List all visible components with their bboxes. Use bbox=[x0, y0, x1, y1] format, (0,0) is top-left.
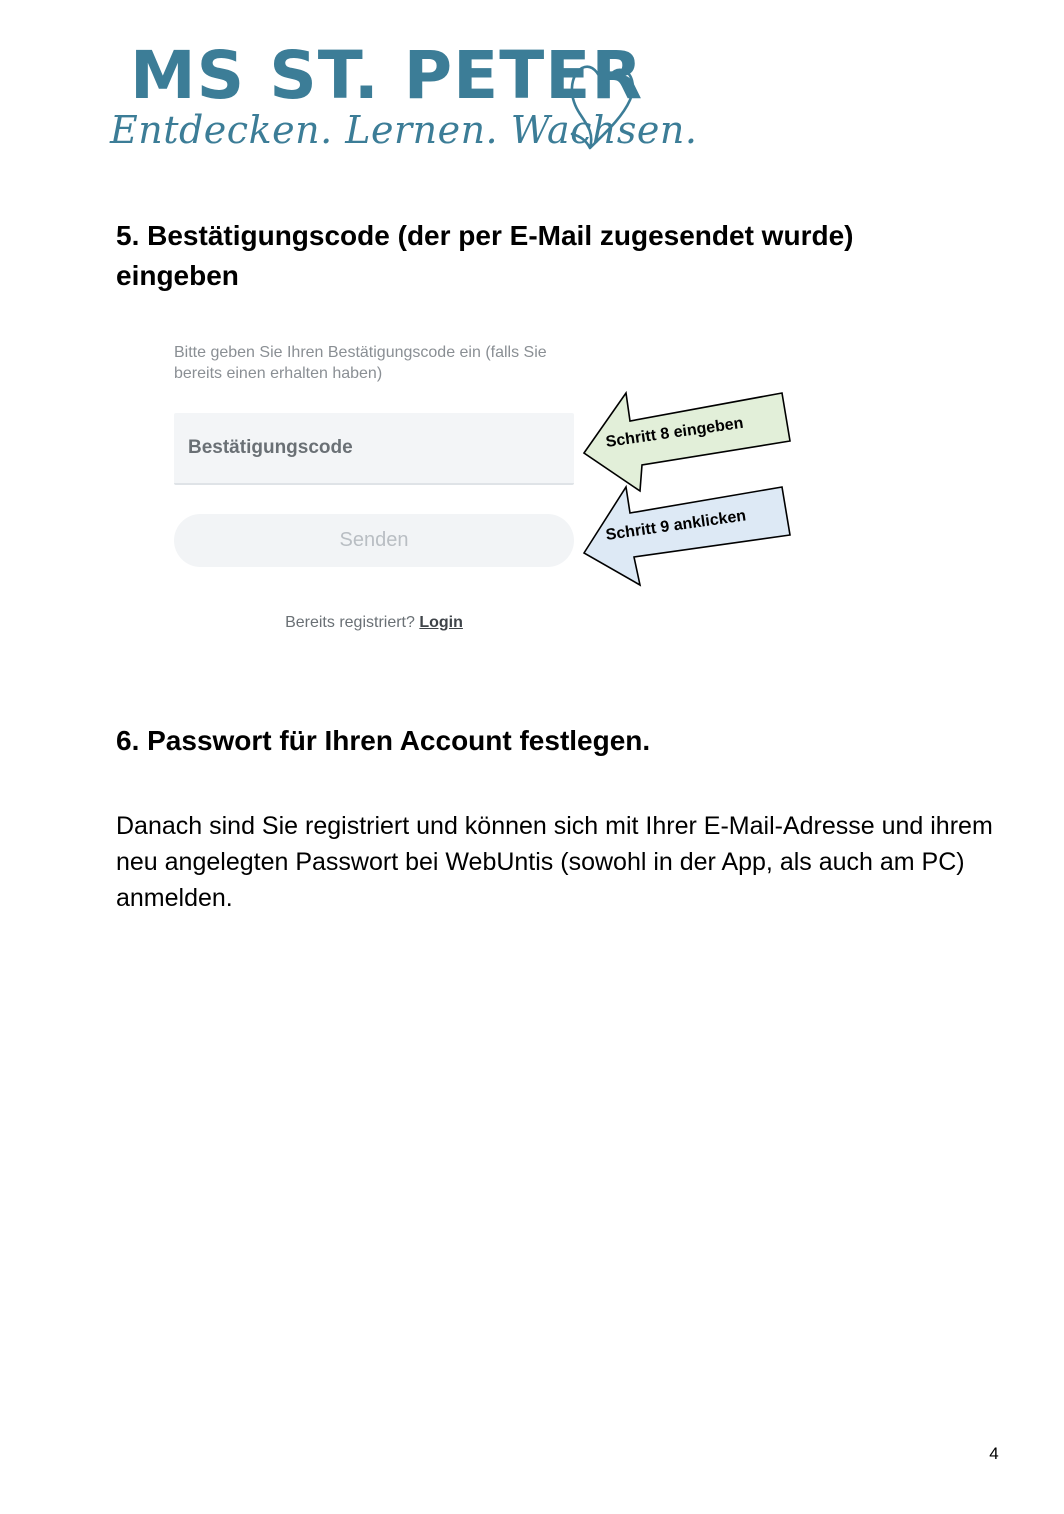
section-6-body: Danach sind Sie registriert und können sich mit Ihrer E-Mail-Adresse und ihrem neu angelegten Passwort bei WebUntis (sowohl in der App, als auch am PC) anmelden. bbox=[116, 812, 993, 912]
send-button[interactable]: Senden bbox=[174, 514, 574, 567]
school-logo bbox=[110, 37, 698, 160]
confirmation-instruction: Bitte geben Sie Ihren Bestätigungscode ein (falls Sie bereits einen erhalten haben) bbox=[174, 344, 547, 382]
page-number: 4 bbox=[989, 1444, 999, 1463]
logo-title: MS ST. PETER bbox=[130, 37, 644, 114]
login-prompt: Bereits registriert? bbox=[285, 614, 415, 631]
step-8-label: Schritt 8 eingeben bbox=[604, 414, 745, 451]
step-9-label: Schritt 9 anklicken bbox=[604, 507, 748, 544]
section-6-heading: 6. Passwort für Ihren Account festlegen. bbox=[116, 725, 651, 756]
logo-tagline: Entdecken. Lernen. Wachsen. bbox=[110, 108, 698, 152]
callout-arrows bbox=[570, 385, 810, 595]
login-link[interactable]: Login bbox=[419, 614, 463, 631]
section-5-heading: 5. Bestätigungscode (der per E-Mail zugesendet wurde) eingeben bbox=[116, 220, 854, 291]
confirmation-code-placeholder: Bestätigungscode bbox=[188, 437, 353, 458]
login-line bbox=[174, 614, 574, 632]
confirmation-code-input[interactable] bbox=[174, 413, 574, 485]
